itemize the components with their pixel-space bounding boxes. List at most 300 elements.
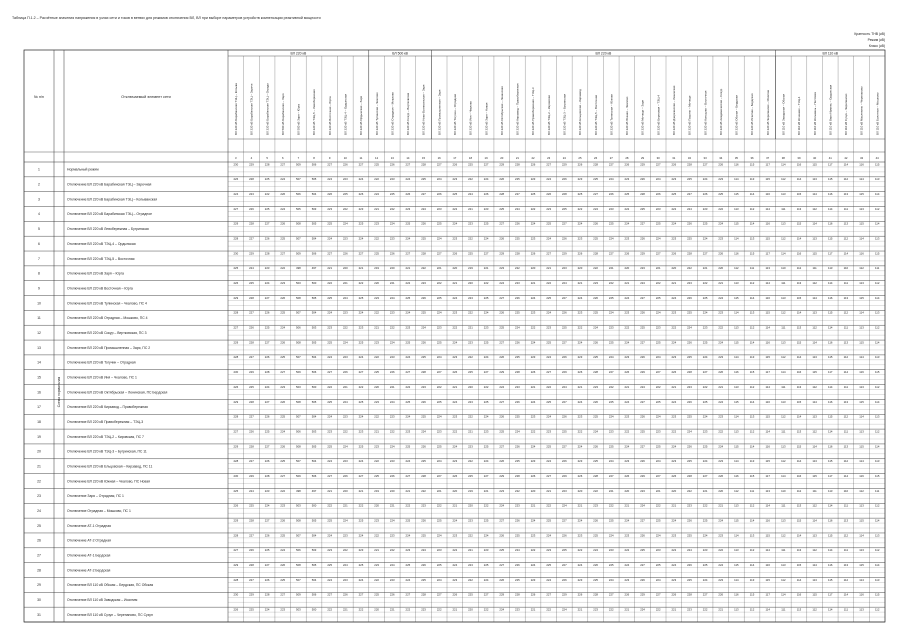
table-cell: 222	[280, 266, 286, 271]
table-cell: 225	[421, 459, 426, 464]
table-cell: 112	[781, 577, 786, 582]
table-cell: 224	[358, 355, 364, 360]
table-cell: 222	[530, 325, 536, 330]
table-cell: 222	[405, 281, 411, 286]
table-cell: 226	[530, 251, 536, 256]
table-cell: 221	[389, 607, 395, 612]
table-cell: 227	[358, 473, 364, 478]
table-cell: 115	[765, 459, 770, 464]
table-cell: 505	[311, 177, 317, 182]
table-cell: 114	[796, 236, 802, 241]
table-cell: 223	[389, 414, 395, 419]
table-cell: 227	[702, 592, 708, 597]
table-cell: 224	[702, 355, 708, 360]
table-cell: 225	[608, 295, 614, 300]
table-cell: 115	[828, 533, 833, 538]
table-cell: 505	[311, 562, 317, 567]
table-cell: 222	[577, 325, 583, 330]
table-cell: 226	[264, 577, 270, 582]
table-cell: 222	[655, 384, 661, 389]
table-cell: 224	[483, 355, 489, 360]
table-cell: 223	[452, 355, 458, 360]
table-cell: 222	[374, 577, 379, 582]
table-cell: 225	[687, 177, 692, 182]
table-cell: 509	[296, 370, 301, 375]
table-cell: 225	[499, 325, 505, 330]
table-cell: 224	[624, 562, 630, 567]
table-cell: 225	[655, 295, 661, 300]
table-cell: 227	[546, 162, 552, 167]
table-cell: 114	[843, 370, 849, 375]
table-cell: 225	[671, 192, 677, 197]
table-cell: 224	[327, 414, 333, 419]
table-cell: 113	[734, 429, 739, 434]
table-cell: 222	[718, 206, 724, 211]
table-cell: 225	[468, 370, 473, 375]
table-cell: 225	[687, 533, 692, 538]
row-name: Отключение ВЛ 220 кВ Тулинская – Чкалово, ПС 4	[67, 301, 147, 306]
table-cell: 226	[499, 177, 505, 182]
table-cell: 221	[718, 607, 724, 612]
table-cell: 112	[843, 459, 849, 464]
table-cell: 226	[499, 414, 505, 419]
table-cell: 227	[702, 473, 708, 478]
table-cell: 224	[389, 221, 395, 226]
table-cell: 222	[687, 488, 692, 493]
table-cell: 224	[655, 355, 661, 360]
table-cell: 225	[280, 236, 286, 241]
table-cell: 229	[640, 473, 645, 478]
table-cell: 224	[405, 236, 411, 241]
table-cell: 220	[624, 488, 630, 493]
table-cell: 225	[421, 533, 426, 538]
table-cell: 223	[389, 355, 395, 360]
table-cell: 113	[812, 577, 817, 582]
table-cell: 220	[577, 488, 583, 493]
table-cell: 227	[546, 251, 552, 256]
table-cell: 220	[389, 266, 395, 271]
table-cell: 224	[436, 414, 442, 419]
table-cell: 222	[624, 206, 630, 211]
table-cell: 225	[405, 562, 411, 567]
table-cell: 224	[687, 429, 692, 434]
table-cell: 115	[749, 592, 755, 597]
table-cell: 507	[296, 459, 301, 464]
table-cell: 226	[702, 192, 708, 197]
table-cell: 112	[781, 533, 786, 538]
table-cell: 223	[593, 607, 598, 612]
table-cell: 221	[530, 384, 536, 389]
table-cell: 227	[264, 295, 270, 300]
table-cell: 224	[577, 399, 583, 404]
table-cell: 227	[655, 370, 661, 375]
table-cell: 117	[765, 370, 770, 375]
table-cell: 224	[718, 295, 724, 300]
table-cell: 221	[389, 503, 395, 508]
table-cell: 222	[671, 206, 677, 211]
table-cell: 222	[624, 325, 630, 330]
table-cell: 227	[561, 518, 567, 523]
table-cell: 114	[843, 592, 849, 597]
table-cell: 225	[515, 533, 520, 538]
table-cell: 222	[655, 281, 661, 286]
table-cell: 221	[436, 266, 442, 271]
table-cell: 223	[452, 236, 458, 241]
table-cell: 226	[233, 177, 239, 182]
table-cell: 113	[843, 518, 849, 523]
table-cell: 223	[624, 459, 630, 464]
table-cell: 226	[233, 281, 239, 286]
table-cell: 222	[702, 503, 708, 508]
table-cell: 114	[812, 340, 817, 345]
table-cell: 226	[561, 177, 567, 182]
table-cell: 226	[280, 295, 286, 300]
table-cell: 117	[828, 592, 833, 597]
table-cell: 227	[436, 592, 442, 597]
table-cell: 226	[233, 384, 239, 389]
table-cell: 113	[828, 488, 833, 493]
table-cell: 227	[499, 399, 505, 404]
table-cell: 222	[436, 503, 442, 508]
table-cell: 113	[874, 355, 880, 360]
table-cell: 225	[327, 444, 333, 449]
table-cell: 224	[327, 236, 333, 241]
row-number: 25	[37, 523, 41, 528]
table-cell: 222	[468, 414, 473, 419]
table-cell: 223	[640, 266, 645, 271]
table-cell: 221	[452, 384, 458, 389]
table-cell: 227	[499, 340, 505, 345]
table-cell: 225	[436, 399, 442, 404]
table-cell: 228	[264, 251, 270, 256]
table-cell: 221	[671, 384, 677, 389]
column-header: ВЛ 500 кВ Заря – Юрга	[296, 103, 301, 135]
row-name: Отключение Отрадная – Мошково, ПС 1	[67, 509, 131, 514]
table-cell: 222	[530, 206, 536, 211]
table-cell: 227	[280, 251, 286, 256]
table-cell: 226	[280, 192, 286, 197]
table-cell: 226	[515, 221, 520, 226]
table-cell: 225	[374, 370, 379, 375]
table-cell: 113	[812, 236, 817, 241]
row-number: 28	[37, 568, 41, 573]
row-number: 21	[37, 464, 41, 469]
table-cell: 225	[640, 429, 645, 434]
table-cell: 224	[499, 503, 505, 508]
table-cell: 113	[749, 177, 755, 182]
table-cell: 114	[796, 310, 802, 315]
table-cell: 113	[749, 533, 755, 538]
table-cell: 115	[796, 444, 802, 449]
row-name: Отключение ВЛ 220 кВ Восточная – Юрга	[67, 286, 133, 291]
table-cell: 222	[546, 607, 552, 612]
table-cell: 224	[483, 414, 489, 419]
table-cell: 223	[515, 503, 520, 508]
table-cell: 504	[311, 310, 317, 315]
table-cell: 223	[593, 503, 598, 508]
table-cell: 222	[327, 384, 333, 389]
table-cell: 225	[483, 295, 489, 300]
table-cell: 226	[264, 414, 270, 419]
table-cell: 227	[655, 473, 661, 478]
table-cell: 114	[859, 177, 864, 182]
table-cell: 228	[687, 251, 692, 256]
table-cell: 114	[734, 236, 739, 241]
table-cell: 225	[593, 533, 598, 538]
table-cell: 223	[389, 577, 395, 582]
table-cell: 225	[327, 562, 333, 567]
table-cell: 227	[358, 251, 364, 256]
table-cell: 226	[249, 429, 254, 434]
table-cell: 115	[874, 592, 880, 597]
table-cell: 226	[249, 325, 254, 330]
table-cell: 111	[749, 266, 755, 271]
table-cell: 506	[296, 192, 301, 197]
table-cell: 508	[296, 399, 301, 404]
column-index: 19	[484, 156, 488, 160]
table-cell: 222	[483, 281, 489, 286]
table-cell: 115	[859, 518, 864, 523]
table-cell: 227	[233, 206, 239, 211]
table-cell: 224	[718, 399, 724, 404]
table-cell: 227	[546, 370, 552, 375]
header-no-label: № п/п	[34, 95, 44, 99]
table-cell: 226	[499, 310, 505, 315]
table-cell: 223	[718, 577, 724, 582]
table-cell: 224	[593, 325, 598, 330]
table-cell: 227	[561, 340, 567, 345]
table-cell: 223	[499, 488, 505, 493]
table-cell: 110	[843, 488, 849, 493]
table-cell: 228	[264, 370, 270, 375]
table-cell: 224	[342, 340, 348, 345]
table-cell: 225	[546, 518, 552, 523]
table-cell: 116	[859, 370, 864, 375]
table-cell: 224	[342, 444, 348, 449]
table-cell: 225	[280, 577, 286, 582]
table-cell: 225	[499, 206, 505, 211]
table-cell: 226	[687, 444, 692, 449]
table-cell: 224	[702, 310, 708, 315]
row-name: Отключение ВЛ 110 кВ Заводская – Искитим	[67, 598, 138, 603]
table-cell: 225	[593, 177, 598, 182]
column-header: ВЛ 220 кВ Искитим – Бердская	[750, 93, 755, 135]
table-cell: 224	[452, 444, 458, 449]
table-cell: 221	[468, 548, 473, 553]
table-cell: 113	[781, 399, 786, 404]
table-cell: 116	[828, 399, 833, 404]
table-cell: 111	[843, 325, 849, 330]
row-name: Отключение ВЛ 220 кВ ТЭЦ-2 – Кировская, ПС 7	[67, 434, 144, 439]
table-cell: 114	[749, 399, 755, 404]
column-header: ВЛ 110 кВ Маслянино – Черепаново	[859, 86, 864, 135]
table-cell: 227	[327, 162, 333, 167]
table-cell: 227	[655, 162, 661, 167]
column-index: 5	[266, 156, 268, 160]
table-cell: 223	[405, 206, 411, 211]
table-cell: 222	[436, 607, 442, 612]
table-cell: 505	[311, 295, 317, 300]
table-cell: 223	[546, 206, 552, 211]
group-header-2: ВЛ 500 кВ	[392, 51, 408, 56]
table-cell: 227	[608, 162, 614, 167]
table-cell: 114	[812, 399, 817, 404]
table-cell: 224	[342, 562, 348, 567]
table-cell: 222	[608, 607, 614, 612]
table-cell: 224	[358, 459, 364, 464]
table-cell: 225	[405, 444, 411, 449]
table-cell: 227	[405, 473, 411, 478]
table-cell: 224	[421, 429, 426, 434]
table-cell: 117	[765, 251, 770, 256]
table-cell: 224	[264, 503, 270, 508]
table-cell: 224	[327, 177, 333, 182]
column-header: ВЛ 500 кВ Барабинская – Заря	[280, 93, 285, 135]
table-cell: 113	[874, 459, 880, 464]
table-cell: 503	[311, 325, 317, 330]
table-cell: 227	[264, 518, 270, 523]
table-cell: 221	[374, 325, 379, 330]
table-cell: 229	[561, 370, 567, 375]
table-cell: 224	[327, 577, 333, 582]
table-cell: 498	[296, 266, 301, 271]
table-cell: 226	[640, 310, 645, 315]
table-cell: 227	[280, 473, 286, 478]
table-cell: 224	[421, 325, 426, 330]
table-cell: 223	[389, 310, 395, 315]
table-cell: 224	[358, 236, 364, 241]
table-cell: 229	[499, 370, 505, 375]
table-cell: 114	[843, 473, 849, 478]
table-cell: 223	[671, 533, 677, 538]
table-cell: 222	[702, 384, 708, 389]
table-cell: 222	[718, 429, 724, 434]
table-cell: 227	[499, 562, 505, 567]
table-cell: 226	[342, 251, 348, 256]
table-cell: 506	[296, 548, 301, 553]
table-cell: 224	[655, 459, 661, 464]
row-name: Отключение ВЛ 220 кВ Иня – Чкалово, ПС 1	[67, 375, 137, 380]
table-cell: 112	[812, 384, 817, 389]
table-cell: 225	[561, 206, 567, 211]
table-cell: 224	[405, 414, 411, 419]
table-cell: 115	[734, 340, 739, 345]
table-cell: 225	[593, 577, 598, 582]
table-cell: 221	[389, 281, 395, 286]
column-header: ВЛ 220 кВ ТЭЦ-3 – Бугринская	[562, 93, 567, 135]
table-cell: 224	[358, 414, 364, 419]
column-header: ВЛ 220 кВ Южная – Чкалово	[625, 96, 630, 135]
table-cell: 114	[765, 384, 770, 389]
table-cell: 115	[749, 162, 755, 167]
table-cell: 226	[342, 592, 348, 597]
table-cell: 225	[499, 429, 505, 434]
table-cell: 221	[624, 503, 630, 508]
table-cell: 223	[624, 414, 630, 419]
table-cell: 113	[796, 384, 802, 389]
table-cell: 506	[296, 325, 301, 330]
table-cell: 226	[452, 162, 458, 167]
table-cell: 114	[828, 325, 833, 330]
table-cell: 115	[859, 340, 864, 345]
table-cell: 227	[608, 473, 614, 478]
table-cell: 504	[311, 577, 317, 582]
table-cell: 227	[358, 370, 364, 375]
table-cell: 224	[577, 562, 583, 567]
table-cell: 227	[249, 577, 254, 582]
table-cell: 223	[374, 562, 379, 567]
column-index: 42	[844, 156, 848, 160]
table-cell: 223	[718, 459, 724, 464]
table-cell: 228	[421, 162, 426, 167]
table-cell: 116	[765, 399, 770, 404]
column-index: 10	[343, 156, 347, 160]
column-index: 30	[656, 156, 660, 160]
table-cell: 225	[483, 340, 489, 345]
table-cell: 506	[311, 473, 317, 478]
table-cell: 223	[468, 340, 473, 345]
table-cell: 223	[530, 577, 536, 582]
table-cell: 221	[483, 266, 489, 271]
row-name: Отключение АТ-1 Отрадная	[67, 523, 111, 528]
table-cell: 223	[374, 295, 379, 300]
table-cell: 221	[718, 281, 724, 286]
table-cell: 228	[515, 473, 520, 478]
table-cell: 226	[389, 473, 395, 478]
table-cell: 223	[624, 355, 630, 360]
table-cell: 224	[655, 310, 661, 315]
table-cell: 497	[311, 266, 317, 271]
table-cell: 220	[530, 488, 536, 493]
table-cell: 116	[734, 162, 739, 167]
table-cell: 111	[843, 206, 849, 211]
column-header: ВЛ 220 кВ ТЭЦ-4 – Ордынская	[343, 93, 348, 135]
table-cell: 225	[327, 295, 333, 300]
table-cell: 114	[874, 192, 880, 197]
table-cell: 224	[577, 444, 583, 449]
table-cell: 224	[624, 295, 630, 300]
table-cell: 503	[311, 206, 317, 211]
table-cell: 223	[577, 355, 583, 360]
table-cell: 223	[327, 206, 333, 211]
table-cell: 508	[296, 518, 301, 523]
table-cell: 113	[859, 429, 864, 434]
column-index: 6	[281, 156, 284, 160]
table-cell: 114	[765, 607, 770, 612]
side-group-label: Схема нормальная	[57, 376, 61, 408]
table-cell: 113	[843, 562, 849, 567]
row-name: Отключение ВЛ 220 кВ ТЭЦ-4 – Ордынская	[67, 241, 136, 246]
table-cell: 224	[577, 221, 583, 226]
table-cell: 226	[358, 192, 364, 197]
table-cell: 115	[828, 355, 833, 360]
table-cell: 225	[358, 221, 364, 226]
table-cell: 227	[327, 473, 333, 478]
table-cell: 221	[342, 384, 348, 389]
table-cell: 224	[608, 577, 614, 582]
table-cell: 223	[530, 236, 536, 241]
table-cell: 223	[421, 607, 426, 612]
table-cell: 221	[530, 607, 536, 612]
column-index: 24	[562, 156, 566, 160]
table-cell: 223	[264, 488, 270, 493]
table-cell: 500	[311, 384, 317, 389]
table-cell: 222	[546, 281, 552, 286]
table-cell: 220	[530, 266, 536, 271]
table-cell: 504	[311, 533, 317, 538]
table-cell: 225	[561, 429, 567, 434]
row-name: Отключение ВЛ 220 кВ Отрадная – Мошково, ПС 4	[67, 316, 148, 321]
